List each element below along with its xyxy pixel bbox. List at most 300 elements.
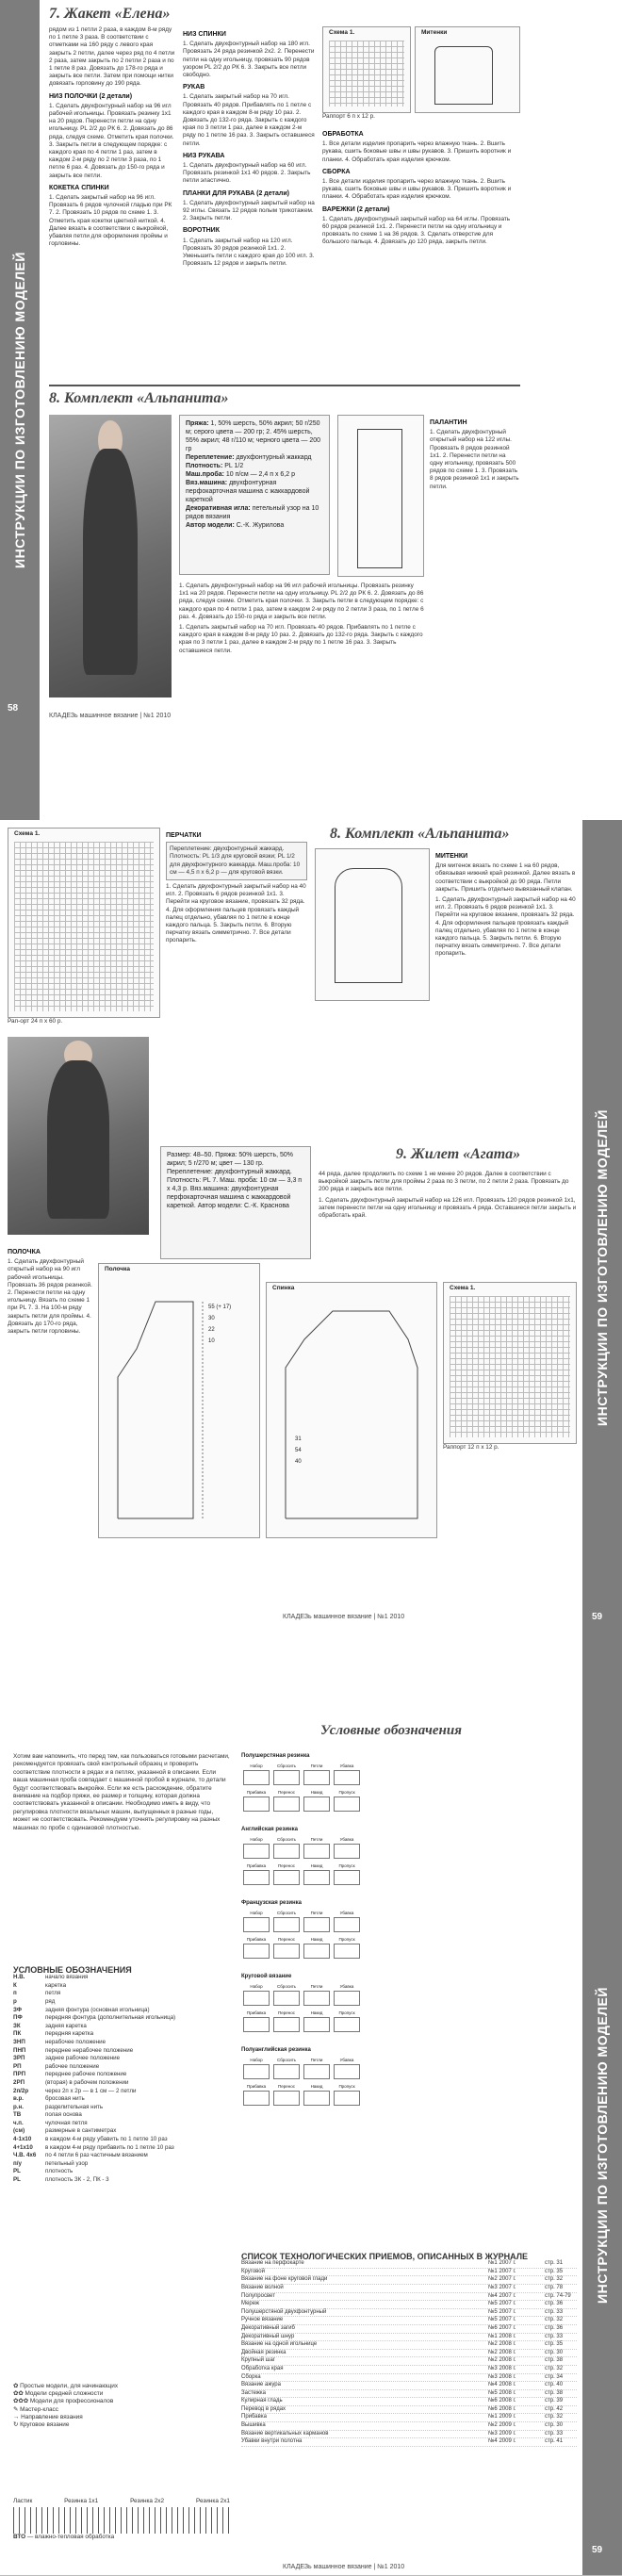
measure: 30 [208,1316,215,1321]
heading: ВОРОТНИК [183,227,220,235]
intro-text: Хотим вам напомнить, что перед тем, как пользоваться готовыми расчетами, рекомендуется провязать свой контрольный образец и проверить соответствие плотности в рядах и в петлях, указанной в описании. Если ваша машинная проба совпадает с машинной пробой в журнале, то детали будут соответствовать выкройке. Если же есть расхождение, обратите внимание на подбор пряжи, ее размер и толщину, которая должна соответствовать указанной в описании. Необходимо иметь в виду, что регулировка плотности вязальных машин, выпущенных в разные годы, может не соответствовать. Рекомендуем уточнять регулировку на разных машинах по пробе с одинаковой плотностью. [13,1753,230,1831]
table-cell: стр. 38 [545,2357,564,2364]
table-cell: стр. 32 [545,2276,564,2283]
table-row [241,2334,577,2342]
symbol-row [241,1863,577,1887]
info-value: PL 1/2 [224,463,244,469]
legend-symbol: ✿ Простые модели, для начинающих [13,2383,119,2389]
text-block: 44 ряда, далее продолжить по схеме 1 не менее 20 рядов. Далее в соответствии с выкройкой закрыть петли для проймы 2 раза по 3 петли, по 2 петли 2 раза. Провязать до 200 ряда и закрыть все петли. [319,1171,569,1193]
stitch-symbol-icon [243,2084,270,2106]
rib-illustration [13,2507,230,2534]
legend-row [13,1998,230,2007]
legend-row [13,2039,230,2047]
symbol-label: Набор [250,1984,263,1989]
symbol-label: Накид [310,1790,323,1795]
stitch-symbol-icon [303,2084,330,2106]
legend-text: полая основа [45,2111,82,2119]
table-cell: Кулирная гладь [241,2398,283,2404]
stitch-symbol-icon [334,2058,360,2079]
table-cell: №2 2009 г. [488,2422,516,2429]
table-cell: Полушерстяной двухфонтурный [241,2308,327,2315]
symbol-label: Набор [250,1764,263,1768]
table-cell: №4 2007 г. [488,2292,516,2299]
model-photo-vest [8,1037,149,1235]
legend-title: УСЛОВНЫЕ ОБОЗНАЧЕНИЯ [13,1966,132,1975]
palantin-diagram [337,415,424,577]
table-cell: №2 2007 г. [488,2276,516,2283]
symbol-label: Убавка [339,1837,354,1842]
legend-abbrev: 4-1х10 [13,2136,32,2143]
symbol-label: Прибавка [246,1937,267,1942]
column-vest-top [319,1171,577,1274]
knit-grid [329,41,404,107]
chart-scheme-1 [322,26,411,113]
legend-text: плотность [45,2168,74,2175]
table-row [241,2350,577,2358]
table-row [241,2431,577,2439]
chart-label: Схема 1. [450,1285,476,1291]
table-row [241,2438,577,2447]
table-cell: Ручное вязание [241,2317,284,2323]
legend-text: задняя каретка [45,2022,87,2029]
heading: ПАЛАНТИН [430,419,467,426]
stitch-symbol-icon [334,2084,360,2106]
table-row [241,2366,577,2374]
model-figure [47,1060,109,1219]
legend-abbrev: ТВ [13,2111,22,2119]
legend-row [13,2030,230,2039]
stitch-symbol-icon [273,1984,300,2006]
stitch-symbol-icon [243,1837,270,1859]
legend-text: петля [45,1990,61,1997]
footer: КЛАДЕЗь машинное вязание | №1 2010 [49,713,172,719]
symbol-label: Петли [310,1984,323,1989]
table-cell: №6 2008 г. [488,2398,516,2404]
stitch-symbol-icon [243,2058,270,2079]
table-row [241,2414,577,2422]
vest-info-box: Размер: 48–50. Пряжа: 50% шерсть, 50% акрил; 5 г/270 м; цвет — 130 гр. Переплетение: двухфонтурный жаккард. Плотность: PL 7. Маш. проба: 10 см — 3,3 п х 4,3 р. Вяз.машина: двухфонтурная перфокарточная машина с жаккардовой кареткой. Автор модели: С.-К. Краснова [160,1146,311,1259]
symbol-label: Прибавка [246,2084,267,2089]
stitch-symbol-icon [273,1937,300,1959]
legend-text: (вторая) в рабочем положении [45,2078,129,2086]
info-label: Плотность: [186,463,223,469]
symbol-label: Пропуск [338,1937,355,1942]
text-block: рядом из 1 петли 2 раза, в каждом 8-м ряду по 1 петле 3 раза. В соответствии с отметками на 160 ряду с левого края закрыть 2 петли, далее через ряд по 4 петли 2 раза, затем закрыть по 2 петли 2 раза и по 1 петле 8 раз. Довязать до 178-го ряда и закрыть все петли. Затем при помощи нитки довязать горловину до 190 ряда. [49,26,175,88]
symbol-label: Петли [310,2058,323,2062]
symbol-group-title: Полушерстяная резинка [241,1753,310,1759]
info-value: двухфонтурная перфокарточная машина с жаккардовой кареткой [186,480,310,503]
legend-abbrev: ПНП [13,2046,26,2054]
measure: 55 (+ 17) [208,1304,232,1310]
text-block: 1. Все детали изделия пропарить через влажную ткань. 2. Вшить рукава, сшить боковые швы и швы рукавов. 3. Пришить воротник и планки. 4. Обработать края изделия крючком. [322,140,512,163]
heading: ОБРАБОТКА [322,131,364,138]
gloves-info: Переплетение: двухфонтурный жаккард. Плотность: PL 1/3 для круговой вязки; PL 1/2 для двухфонтурного жаккарда. Маш.проба: 10 см — 4,5 п х 6,2 р — для круговой вязки. [166,842,307,880]
table-cell: Вязание ажура [241,2382,281,2388]
column-gloves [166,828,307,1139]
table-cell: стр. 41 [545,2438,564,2445]
table-cell: стр. 39 [545,2398,564,2404]
legend-row [13,2071,230,2079]
stitch-symbol-icon [243,1863,270,1885]
stitch-symbol-icon [273,2010,300,2032]
heading: НИЗ РУКАВА [183,152,225,159]
symbol-label: Перенос [278,1863,295,1868]
symbol-group [241,2047,577,2108]
stitch-symbol-icon [273,1764,300,1785]
info-value: петельный узор на 10 рядов вязания [186,505,319,520]
sidebar-title: ИНСТРУКЦИИ ПО ИЗГОТОВЛЕНИЮ МОДЕЛЕЙ [595,1109,610,1426]
symbol-label: Перенос [278,1790,295,1795]
table-cell: Прибавка [241,2414,267,2420]
techniques-table [241,2253,577,2564]
info-label: Пряжа: [186,420,209,427]
symbol-label: Пропуск [338,1863,355,1868]
column-1 [49,26,176,375]
table-cell: №5 2008 г. [488,2389,516,2396]
rib-label-row [13,2498,230,2505]
stitch-symbol-icon [303,1984,330,2006]
legend-text: каретка [45,1981,67,1989]
text-block: 1. Сделать двухфонтурный набор на 180 игл. Провязать 24 ряда резинкой 2х2. 2. Перенести петли на одну игольницу, провязать 90 рядов узором PL 2/2 до РК 6. 3. Закрыть все петли свободно. [183,41,315,79]
legend-text: рабочее положение [45,2062,100,2070]
page-title: Условные обозначения [320,1723,462,1738]
symbol-label: Набор [250,2058,263,2062]
table-cell: стр. 78 [545,2284,564,2290]
legend-text: ряд [45,1997,56,2005]
legend-symbols [13,2383,230,2496]
legend-abbrev: Ч.В. 4х6 [13,2152,37,2159]
table-row [241,2390,577,2399]
legend-abbrev: р [13,1997,17,2005]
table-row [241,2382,577,2390]
table-title: СПИСОК ТЕХНОЛОГИЧЕСКИХ ПРИЕМОВ, ОПИСАННЫХ В ЖУРНАЛЕ [241,2253,529,2261]
mitten-outline [335,868,402,983]
stitch-symbol-icon [303,1911,330,1932]
page-59 [0,820,622,1716]
wet-label: ВТО [13,2534,26,2541]
legend-row [13,2088,230,2096]
legend-row [13,2055,230,2063]
table-cell: Обработка края [241,2365,284,2371]
legend-abbrev: ЗРП [13,2055,25,2062]
legend-row [13,2120,230,2128]
page-number: 59 [592,2545,603,2555]
stitch-symbol-icon [334,2010,360,2032]
table-cell: Крупный шаг [241,2357,275,2364]
table-row [241,2406,577,2415]
symbol-label: Набор [250,1837,263,1842]
table-cell: №1 2009 г. [488,2414,516,2420]
legend-abbrev: РП [13,2062,22,2070]
chart-scheme-1-vest [443,1282,577,1444]
legend-text: заднее рабочее положение [45,2055,121,2062]
table-cell: стр. 33 [545,2430,564,2437]
rib-label: Ластик [13,2498,33,2504]
table-cell: стр. 33 [545,2333,564,2339]
section-7-title: 7. Жакет «Елена» [49,6,171,22]
sidebar-left [0,0,40,820]
legend-abbrev: PL [13,2168,21,2175]
table-cell: стр. 34 [545,2373,564,2380]
text-block: 1. Сделать двухфонтурный набор на 96 игл рабочей игольницы. Провязать резинку 1х1 на 20 рядов. Перенести петли на одну игольницу. PL 2/2 до РК 6. 2. Довязать до 86 ряда, следуя схеме. Отметить края полочки. 3. Закрыть петли в следующем порядке: с каждого края по 4 петли 1 раз, затем в каждом 2-м ряду по 2 петли 3 раза, по 1 петле 6 раз. 4. Довязать до 150-го ряда и закрыть все петли. [49,102,174,179]
table-cell: стр. 42 [545,2405,564,2412]
stitch-symbol-icon [273,2084,300,2106]
text-block: 1. Сделать закрытый набор на 70 игл. Провязать 40 рядов. Прибавлять по 1 петле с каждого края в каждом 8-м ряду 10 раз. 2. Довязать до 132-го ряда. Закрыть с каждого края по 3 петли 1 раз, далее в каждом 2-м ряду по 1 петле 16 раз. 3. Закрыть оставшиеся петли. [179,624,423,654]
legend-row [13,2014,230,2023]
table-cell: №3 2007 г. [488,2284,516,2290]
chart-label: Схема 1. [329,29,355,36]
text-block: Для митенок вязать по схеме 1 на 60 рядов, обвязывая нижний край резинкой. Далее вязать в соответствии с выкройкой до 90 ряда. Петли закрыть. Пришить отдельно вывязанный клапан. [435,862,576,893]
legend-row [13,1974,230,1982]
symbol-row [241,2010,577,2034]
column-2 [183,26,315,375]
table-cell: стр. 32 [545,2414,564,2420]
symbol-label: Накид [310,2084,323,2089]
legend-symbol-text: Круговое вязание [20,2421,70,2429]
sidebar-right [582,820,622,1715]
stitch-symbol-icon [243,2010,270,2032]
stitch-symbol-icon [243,1937,270,1959]
palantin-outline [357,429,402,568]
legend-symbol: ✿✿✿ Модели для профессионалов [13,2398,114,2405]
mitten-outline [434,46,493,105]
symbol-label: Убавка [339,1764,354,1768]
table-row [241,2325,577,2334]
legend-abbrev: 2п/2р [13,2087,29,2094]
heading: РУКАВ [183,84,205,91]
info-label: Переплетение: [186,454,235,461]
table-cell: стр. 36 [545,2324,564,2331]
symbol-label: Перенос [278,2010,295,2015]
stitch-symbol-icon [334,1863,360,1885]
legend-text: начало вязания [45,1974,89,1981]
legend-symbol-text: Модели для профессионалов [29,2398,114,2405]
legend-row [13,2007,230,2015]
text-block: 1. Сделать закрытый набор на 120 игл. Провязать 30 рядов резинкой 1х1. 2. Уменьшить петли с каждого края до 100 игл. 3. Провязать 12 рядов и закрыть петли. [183,237,315,268]
table-cell: стр. 32 [545,2317,564,2323]
table-cell: Убавки внутри полотна [241,2438,303,2445]
stitch-symbol-icon [334,1837,360,1859]
column-3 [322,126,518,381]
chart-sub: Раппорт 6 п х 12 р. [322,113,375,120]
table-cell: Полупросвет [241,2292,275,2299]
symbol-label: Прибавка [246,2010,267,2015]
stitch-symbol-icon [243,1911,270,1932]
symbol-row [241,1837,577,1861]
table-cell: Вышивка [241,2422,266,2429]
stitch-symbol-icon [334,1984,360,2006]
info-label: Вяз.машина: [186,480,228,486]
stitch-symbol-icon [273,1837,300,1859]
rib-label: Резинка 2х1 [195,2498,230,2504]
page-number: 59 [592,1612,603,1622]
table-row [241,2309,577,2318]
table-row [241,2285,577,2293]
stitch-symbol-icon [334,1790,360,1812]
stitch-symbol-icon [303,2058,330,2079]
table-cell: №1 2008 г. [488,2333,516,2339]
legend-text: плотность ЗК - 2, ПК - 3 [45,2176,109,2184]
stitch-symbol-icon [334,1937,360,1959]
legend-symbol-text: Простые модели, для начинающих [20,2383,119,2389]
stitch-symbol-icon [303,1837,330,1859]
chart-sub: Раппорт 12 п х 12 р. [443,1444,499,1451]
heading: МИТЕНКИ [435,853,468,860]
stitch-symbol-icon [243,1790,270,1812]
table-cell: стр. 35 [545,2268,564,2274]
legend-symbol: ✎ Мастер-класс [13,2405,58,2413]
table-cell: Двойная резинка [241,2349,286,2355]
symbol-group-title: Английская резинка [241,1827,298,1832]
symbol-label: Сбросить [276,2058,296,2062]
legend-text: бросовая нить [45,2095,85,2103]
legend-text: размерные в сантиметрах [45,2127,117,2135]
pattern-label: Спинка [272,1285,295,1291]
legend-text: петельный узор [45,2159,89,2167]
legend-text: передняя каретка [45,2030,94,2038]
legend [13,1966,230,2381]
legend-text: в каждом 4-м ряду прибавить по 1 петле 10 раз [45,2143,174,2151]
text-block: 1. Сделать двухфонтурный закрытый набор на 40 игл. 2. Провязать 6 рядов резинкой 1х1. 3. Перейти на круговое вязание, провязать 32 ряда. 4. Для оформления пальцев провязать каждый палец отдельно, убавляя по 1 петле в конце каждого пальца. 5. Закрыть петли. 6. Вторую перчатку вязать симметрично. 7. Все детали пропарить. [166,883,306,944]
info-label: Автор модели: [186,522,235,529]
table-cell: №3 2008 г. [488,2365,516,2371]
symbol-row [241,1911,577,1934]
measure: 31 [295,1436,302,1442]
stitch-symbol-icon [243,1984,270,2006]
legend-row [13,2023,230,2031]
text-block: 1. Сделать закрытый набор на 96 игл. Провязать 6 рядов чулочной гладью при РК 7. 2. Провязать 10 рядов по схеме 1. 3. Отметить края кокетки цветной ниткой. 4. Далее вязать в соответствии с выкройкой, убавляя петли для оформления проймы и горловины. [49,194,172,248]
table-cell: №2 2008 г. [488,2349,516,2355]
section-8-title: 8. Комплект «Альпанита» [330,826,510,842]
legend-row [13,1990,230,1998]
table-cell: Вязание на перфокарте [241,2260,304,2267]
legend-text: передняя фонтура (дополнительная игольница) [45,2014,176,2022]
measure: 40 [295,1459,302,1465]
table-cell: стр. 40 [545,2382,564,2388]
legend-row [13,2152,230,2160]
symbol-label: Набор [250,1911,263,1915]
table-cell: Вязание волной [241,2284,284,2290]
legend-row [13,2079,230,2088]
heading: ПЕРЧАТКИ [166,832,202,839]
table-cell: Декоративный шнур [241,2333,295,2339]
knit-grid [450,1296,570,1437]
column-front [8,1244,92,1527]
symbol-label: Прибавка [246,1863,267,1868]
table-cell: №1 2007 г. [488,2260,516,2267]
legend-abbrev: (см) [13,2127,25,2135]
measure: 22 [208,1327,215,1333]
info-label: Декоративная игла: [186,505,251,512]
text-block: 1. Все детали изделия пропарить через влажную ткань. 2. Вшить рукава, сшить боковые швы и швы рукавов. 3. Пришить воротник и планки. 4. Обработать края изделия крючком. [322,178,512,201]
symbol-row [241,1764,577,1787]
legend-row [13,2063,230,2072]
symbol-group-title: Полуанглийская резинка [241,2047,311,2053]
table-row [241,2276,577,2285]
table-row [241,2398,577,2406]
symbol-group [241,1827,577,1887]
legend-abbrev: 2РП [13,2078,25,2086]
model-photo [49,415,172,697]
symbol-grid [241,1753,577,2243]
text-block: 1. Сделать двухфонтурный открытый набор на 90 игл рабочей игольницы. Провязать 36 рядов резинкой. 2. Перенести петли на одну игольницу. Вязать по схеме 1 при PL 7. 3. На 100-м ряду закрыть петли для проймы. 4. Довязать до 170-го ряда, закрыть петли горловины. [8,1258,92,1336]
page-58 [0,0,622,821]
measurements [208,1302,231,1347]
table-cell: №4 2009 г. [488,2438,516,2445]
legend-text: переднее рабочее положение [45,2071,127,2078]
symbol-label: Перенос [278,1937,295,1942]
front-pattern-svg [99,1264,259,1537]
table-cell: Перевод в рядах [241,2405,286,2412]
legend-row [13,2095,230,2104]
stitch-symbol-icon [243,1764,270,1785]
section-divider [49,385,520,386]
rib-patterns [13,2498,230,2564]
legend-list [13,1974,230,2184]
symbol-label: Убавка [339,2058,354,2062]
legend-abbrev: PL [13,2176,21,2184]
symbol-label: Пропуск [338,1790,355,1795]
legend-text: через 2п х 2р — в 1 см — 2 петли [45,2087,137,2094]
legend-symbol: ✿✿ Модели средней сложности [13,2390,104,2398]
legend-text: в каждом 4-м ряду убавить по 1 петле 10 раз [45,2136,168,2143]
table-cell: стр. 36 [545,2301,564,2307]
legend-text: нерабочее положение [45,2038,106,2045]
measurements [295,1434,302,1468]
heading: ПЛАНКИ ДЛЯ РУКАВА (2 детали) [183,189,289,197]
stitch-symbol-icon [303,2010,330,2032]
symbol-label: Накид [310,1937,323,1942]
legend-abbrev: К [13,1981,17,1989]
table-cell: стр. 74-79 [545,2292,571,2299]
legend-text: чулочная петля [45,2119,88,2126]
pattern-label: Полочка [105,1266,130,1272]
model-figure [83,449,137,675]
symbol-label: Петли [310,1837,323,1842]
measure: 54 [295,1448,302,1453]
symbol-label: Пропуск [338,2084,355,2089]
column-mittens [435,848,577,1150]
text-block: 1. Сделать двухфонтурный закрытый набор на 64 иглы. Провязать 60 рядов резинкой 1х1. 2. Перенести петли на одну игольницу и провязать по схеме 1 на 36 рядов. 3. Сделать отверстие для большого пальца. 4. Довязать до 120 ряда, закрыть петли. [322,215,511,246]
table-cell: Вязание на фоне круговой глади [241,2276,328,2283]
symbol-label: Петли [310,1764,323,1768]
symbol-label: Сбросить [276,1911,296,1915]
legend-row [13,2127,230,2136]
table-cell: №2 2008 г. [488,2357,516,2364]
table-body [241,2260,577,2447]
stitch-symbol-icon [273,1911,300,1932]
chart-sub: Рап-орт 24 п х 60 р. [8,1018,63,1025]
legend-row [13,2047,230,2056]
symbol-group [241,1974,577,2034]
heading: СБОРКА [322,168,351,175]
table-cell: стр. 30 [545,2422,564,2429]
footer: КЛАДЕЗь машинное вязание | №1 2010 [283,2564,405,2570]
footer: КЛАДЕЗь машинное вязание | №1 2010 [283,1614,405,1620]
legend-text: разделительная нить [45,2103,104,2110]
legend-abbrev: р.н. [13,2103,24,2110]
heading: КОКЕТКА СПИНКИ [49,184,109,191]
symbol-label: Убавка [339,1911,354,1915]
text-block: 1. Сделать двухфонтурный закрытый набор на 126 игл. Провязать 120 рядов резинкой 1х1, затем перенести петли на одну игольницу и провязать 4 ряда. Оставшиеся петли закрыть и обработать край. [319,1196,577,1220]
heading: ВАРЕЖКИ (2 детали) [322,205,390,213]
legend-symbol: → Направление вязания [13,2413,83,2420]
table-cell: №6 2007 г. [488,2324,516,2331]
legend-row [13,2168,230,2176]
text-block: 1. Сделать двухфонтурный закрытый набор на 92 иглы. Связать 12 рядов полым трикотажем. 2. Закрыть петли. [183,199,315,222]
legend-symbol-text: Модели средней сложности [25,2390,104,2398]
table-cell: стр. 38 [545,2389,564,2396]
